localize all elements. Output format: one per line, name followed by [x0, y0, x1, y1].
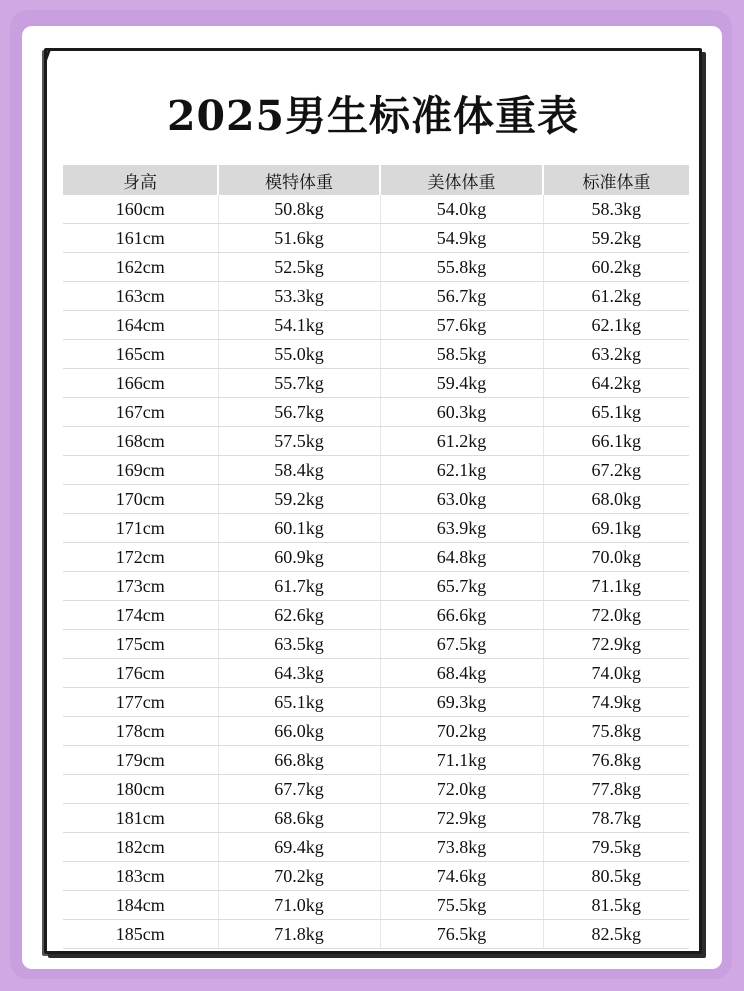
model-weight-cell: 66.8kg — [218, 746, 380, 775]
fit-weight-cell: 64.8kg — [380, 543, 543, 572]
height-cell: 167cm — [63, 398, 218, 427]
standard-weight-cell: 77.8kg — [543, 775, 689, 804]
height-cell: 168cm — [63, 427, 218, 456]
height-cell: 179cm — [63, 746, 218, 775]
standard-weight-cell: 72.0kg — [543, 601, 689, 630]
standard-weight-cell: 59.2kg — [543, 224, 689, 253]
table-row — [63, 195, 689, 224]
fit-weight-cell: 57.6kg — [380, 311, 543, 340]
table-row — [63, 427, 689, 456]
height-cell: 183cm — [63, 862, 218, 891]
fit-weight-cell: 68.4kg — [380, 659, 543, 688]
standard-weight-cell: 78.7kg — [543, 804, 689, 833]
height-cell: 177cm — [63, 688, 218, 717]
table-row — [63, 920, 689, 949]
fit-weight-cell: 58.5kg — [380, 340, 543, 369]
fit-weight-cell: 75.5kg — [380, 891, 543, 920]
height-cell: 173cm — [63, 572, 218, 601]
model-weight-cell: 52.5kg — [218, 253, 380, 282]
table-row — [63, 746, 689, 775]
standard-weight-cell: 60.2kg — [543, 253, 689, 282]
standard-weight-cell: 80.5kg — [543, 862, 689, 891]
table-row — [63, 688, 689, 717]
model-weight-cell: 51.6kg — [218, 224, 380, 253]
fit-weight-cell: 62.1kg — [380, 456, 543, 485]
fit-weight-cell: 71.1kg — [380, 746, 543, 775]
height-cell: 175cm — [63, 630, 218, 659]
model-weight-cell: 61.7kg — [218, 572, 380, 601]
standard-weight-cell: 71.1kg — [543, 572, 689, 601]
height-cell: 171cm — [63, 514, 218, 543]
height-cell: 162cm — [63, 253, 218, 282]
table-row — [63, 775, 689, 804]
height-cell: 161cm — [63, 224, 218, 253]
model-weight-cell: 71.8kg — [218, 920, 380, 949]
model-weight-cell: 54.1kg — [218, 311, 380, 340]
standard-weight-cell: 82.5kg — [543, 920, 689, 949]
height-cell: 163cm — [63, 282, 218, 311]
standard-weight-cell: 65.1kg — [543, 398, 689, 427]
table-row — [63, 311, 689, 340]
table-row — [63, 224, 689, 253]
column-header-model-weight: 模特体重 — [218, 165, 380, 195]
model-weight-cell: 55.7kg — [218, 369, 380, 398]
model-weight-cell: 50.8kg — [218, 195, 380, 224]
fit-weight-cell: 60.3kg — [380, 398, 543, 427]
weight-table-card — [44, 48, 702, 954]
fit-weight-cell: 70.2kg — [380, 717, 543, 746]
model-weight-cell: 58.4kg — [218, 456, 380, 485]
fit-weight-cell: 54.9kg — [380, 224, 543, 253]
height-cell: 180cm — [63, 775, 218, 804]
standard-weight-cell: 62.1kg — [543, 311, 689, 340]
fit-weight-cell: 55.8kg — [380, 253, 543, 282]
table-row — [63, 456, 689, 485]
standard-weight-cell: 63.2kg — [543, 340, 689, 369]
height-cell: 166cm — [63, 369, 218, 398]
fit-weight-cell: 67.5kg — [380, 630, 543, 659]
column-header-height: 身高 — [63, 165, 218, 195]
standard-weight-cell: 74.0kg — [543, 659, 689, 688]
standard-weight-cell: 79.5kg — [543, 833, 689, 862]
model-weight-cell: 70.2kg — [218, 862, 380, 891]
table-header-row — [63, 165, 689, 195]
model-weight-cell: 60.9kg — [218, 543, 380, 572]
table-row — [63, 601, 689, 630]
fit-weight-cell: 63.0kg — [380, 485, 543, 514]
standard-weight-cell: 61.2kg — [543, 282, 689, 311]
standard-weight-cell: 64.2kg — [543, 369, 689, 398]
table-row — [63, 340, 689, 369]
model-weight-cell: 59.2kg — [218, 485, 380, 514]
height-cell: 165cm — [63, 340, 218, 369]
fit-weight-cell: 74.6kg — [380, 862, 543, 891]
height-cell: 178cm — [63, 717, 218, 746]
model-weight-cell: 62.6kg — [218, 601, 380, 630]
table-body — [63, 195, 689, 949]
table-row — [63, 804, 689, 833]
standard-weight-cell: 68.0kg — [543, 485, 689, 514]
height-cell: 160cm — [63, 195, 218, 224]
model-weight-cell: 65.1kg — [218, 688, 380, 717]
standard-weight-cell: 67.2kg — [543, 456, 689, 485]
table-row — [63, 253, 689, 282]
model-weight-cell: 57.5kg — [218, 427, 380, 456]
fit-weight-cell: 69.3kg — [380, 688, 543, 717]
height-cell: 182cm — [63, 833, 218, 862]
page-title: 2025男生标准体重表 — [166, 92, 580, 140]
fit-weight-cell: 65.7kg — [380, 572, 543, 601]
table-row — [63, 659, 689, 688]
table-row — [63, 891, 689, 920]
fit-weight-cell: 72.9kg — [380, 804, 543, 833]
fit-weight-cell: 66.6kg — [380, 601, 543, 630]
standard-weight-cell: 75.8kg — [543, 717, 689, 746]
height-cell: 170cm — [63, 485, 218, 514]
table-row — [63, 572, 689, 601]
table-row — [63, 833, 689, 862]
fit-weight-cell: 72.0kg — [380, 775, 543, 804]
height-cell: 174cm — [63, 601, 218, 630]
table-row — [63, 543, 689, 572]
model-weight-cell: 67.7kg — [218, 775, 380, 804]
column-header-fit-weight: 美体体重 — [380, 165, 543, 195]
model-weight-cell: 71.0kg — [218, 891, 380, 920]
table-row — [63, 485, 689, 514]
standard-weight-cell: 66.1kg — [543, 427, 689, 456]
model-weight-cell: 64.3kg — [218, 659, 380, 688]
fit-weight-cell: 61.2kg — [380, 427, 543, 456]
table-row — [63, 514, 689, 543]
model-weight-cell: 55.0kg — [218, 340, 380, 369]
fit-weight-cell: 63.9kg — [380, 514, 543, 543]
model-weight-cell: 68.6kg — [218, 804, 380, 833]
standard-weight-cell: 74.9kg — [543, 688, 689, 717]
weight-table — [63, 165, 689, 949]
column-header-standard-weight: 标准体重 — [543, 165, 689, 195]
height-cell: 176cm — [63, 659, 218, 688]
standard-weight-cell: 81.5kg — [543, 891, 689, 920]
table-row — [63, 630, 689, 659]
model-weight-cell: 69.4kg — [218, 833, 380, 862]
table-row — [63, 369, 689, 398]
standard-weight-cell: 58.3kg — [543, 195, 689, 224]
model-weight-cell: 56.7kg — [218, 398, 380, 427]
model-weight-cell: 63.5kg — [218, 630, 380, 659]
fit-weight-cell: 54.0kg — [380, 195, 543, 224]
fit-weight-cell: 56.7kg — [380, 282, 543, 311]
height-cell: 172cm — [63, 543, 218, 572]
height-cell: 181cm — [63, 804, 218, 833]
height-cell: 184cm — [63, 891, 218, 920]
standard-weight-cell: 70.0kg — [543, 543, 689, 572]
height-cell: 185cm — [63, 920, 218, 949]
table-row — [63, 282, 689, 311]
standard-weight-cell: 76.8kg — [543, 746, 689, 775]
model-weight-cell: 66.0kg — [218, 717, 380, 746]
table-row — [63, 398, 689, 427]
model-weight-cell: 53.3kg — [218, 282, 380, 311]
height-cell: 169cm — [63, 456, 218, 485]
table-row — [63, 717, 689, 746]
standard-weight-cell: 72.9kg — [543, 630, 689, 659]
fit-weight-cell: 59.4kg — [380, 369, 543, 398]
table-row — [63, 862, 689, 891]
model-weight-cell: 60.1kg — [218, 514, 380, 543]
height-cell: 164cm — [63, 311, 218, 340]
fit-weight-cell: 76.5kg — [380, 920, 543, 949]
standard-weight-cell: 69.1kg — [543, 514, 689, 543]
fit-weight-cell: 73.8kg — [380, 833, 543, 862]
